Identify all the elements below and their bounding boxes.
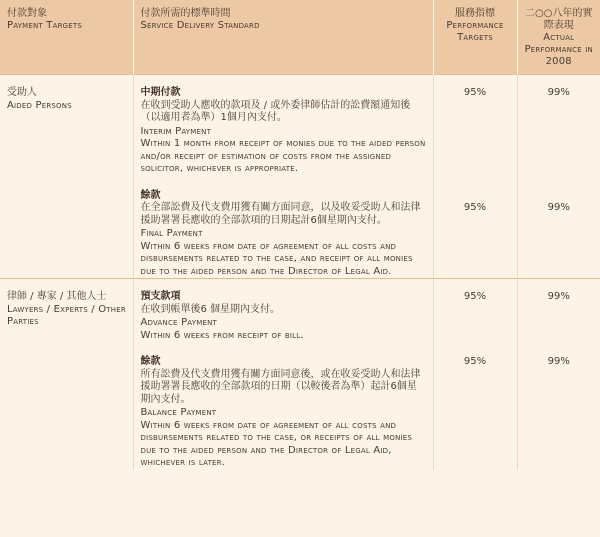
header-performance-targets (433, 0, 517, 75)
item-title-en: Advance Payment (140, 317, 217, 328)
header-col4-zh: 二○○八年的實際表現 (525, 8, 593, 31)
table-row (0, 291, 600, 470)
item-desc-zh: 在全部訟費及代支費用獲有關方面同意，以及收妥受助人和法律援助署署長應收的全部款項的日期起計6個星期內支付。 (140, 202, 421, 226)
target-value: 95% (463, 291, 487, 302)
standard-item (141, 356, 427, 470)
header-col1-zh: 付款對象 (7, 8, 47, 19)
actual-value: 99% (547, 291, 570, 302)
header-col3-zh: 服務指標 (455, 8, 495, 19)
item-desc-en: Within 1 month from receipt of monies due to the aided person and/or receipt of estimation of costs from the assigned solicitor, whichever is appropriate. (140, 138, 426, 174)
standard-item (141, 87, 427, 176)
header-row (0, 0, 600, 75)
actual-value: 99% (547, 355, 570, 367)
table-row (0, 87, 600, 279)
payee-zh: 律師 / 專家 / 其他人士 (7, 291, 107, 302)
target-cell (433, 87, 517, 279)
target-value: 95% (463, 355, 487, 367)
header-col4-en: Actual Performance in 2008 (524, 32, 593, 67)
item-title-en: Final Payment (140, 228, 203, 239)
standard-cell (133, 87, 433, 279)
item-title-zh: 餘款 (140, 189, 161, 201)
actual-value: 99% (547, 87, 570, 98)
actual-value: 99% (547, 201, 570, 213)
actual-cell (517, 291, 600, 470)
item-desc-zh: 所有訟費及代支費用獲有關方面同意後，或在收妥受助人和法律援助署署長應收的全部款項的日期（以較後者為準）起計6個星期內支付。 (140, 368, 421, 405)
header-col3-en: Performance Targets (446, 20, 504, 43)
header-actual-performance (517, 0, 600, 75)
item-title-zh: 中期付款 (140, 87, 181, 98)
item-desc-en: Within 6 weeks from date of agreement of all costs and disbursements related to the case, or receipts of all monies due to the aided person and the Director of Legal Aid, whichever is later. (140, 419, 413, 468)
header-col2-zh: 付款所需的標準時間 (140, 8, 231, 19)
item-desc-en: Within 6 weeks from date of agreement of all costs and disbursements related to the case, and receipt of all monies due to the aided person and the Director of Legal Aid. (140, 240, 413, 277)
header-col1-en: Payment Targets (7, 20, 83, 31)
item-desc-zh: 在收到受助人應收的款項及 / 或外委律師估計的訟費額通知後（以適用者為準）1個月內支付。 (140, 99, 411, 123)
standard-cell (133, 291, 433, 470)
payee-cell (0, 87, 133, 279)
item-desc-zh: 在收到帳單後6 個星期內支付。 (140, 303, 281, 315)
target-cell (433, 291, 517, 470)
item-title-zh: 預支款項 (140, 291, 181, 302)
header-service-standard (133, 0, 433, 75)
payee-en: Lawyers / Experts / Other Parties (7, 303, 126, 327)
header-col2-en: Service Delivery Standard (140, 20, 260, 31)
header-payment-targets (0, 0, 133, 75)
item-title-en: Interim Payment (140, 125, 212, 137)
actual-cell (517, 87, 600, 279)
target-value: 95% (463, 201, 487, 213)
item-title-zh: 餘款 (140, 356, 161, 367)
standard-item (141, 291, 427, 342)
item-desc-en: Within 6 weeks from receipt of bill. (140, 329, 304, 341)
payee-cell (0, 291, 133, 470)
standard-item (141, 190, 427, 279)
payee-en: Aided Persons (7, 99, 72, 111)
target-value: 95% (463, 87, 487, 98)
item-title-en: Balance Payment (140, 407, 217, 418)
payee-zh: 受助人 (7, 87, 37, 98)
